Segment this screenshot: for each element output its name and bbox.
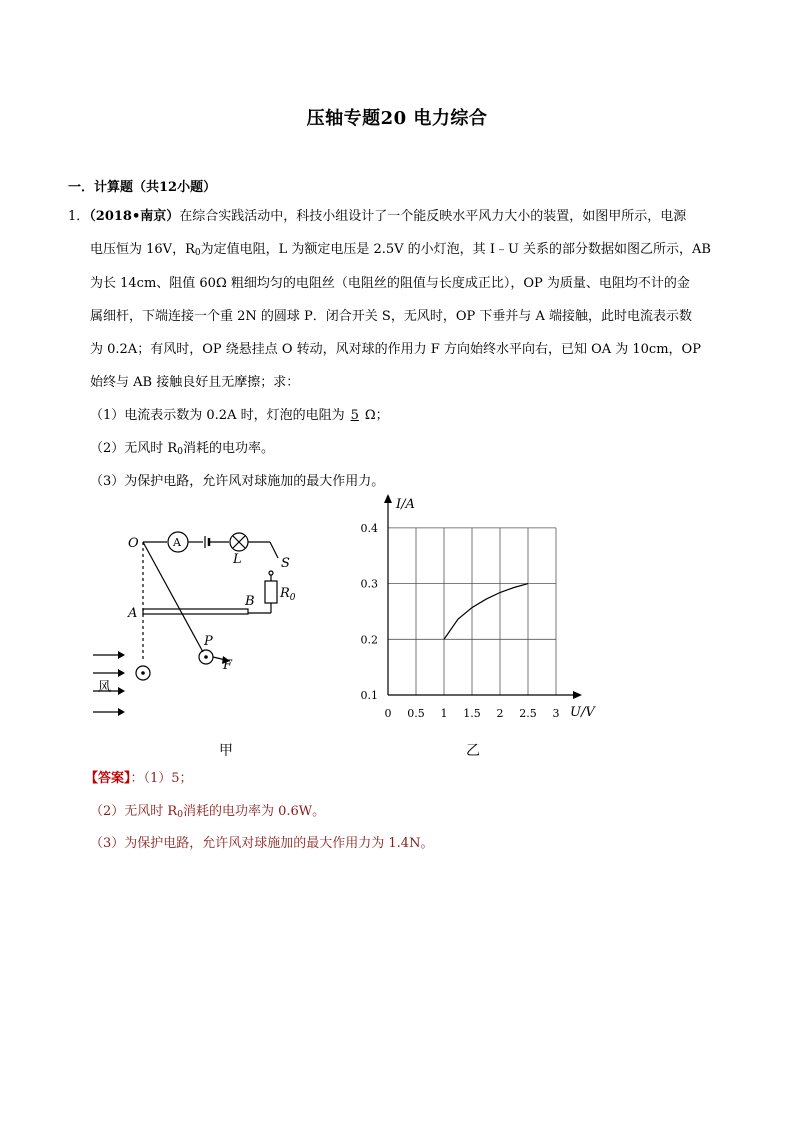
question-line-2: 电压恒为 16V，$R_0$为定值电阻，L 为额定电压是 2.5V 的小灯泡，其 I﹣U 关系的部分数据如图乙所示，AB: [90, 242, 711, 258]
x-tick-label: 2: [496, 707, 504, 720]
switch-lever: [270, 542, 278, 558]
y-axis-arrow: [384, 494, 392, 503]
figure-b-caption: 乙: [466, 743, 480, 759]
figure-a-caption: 甲: [219, 743, 233, 759]
sub-question-3: （3）为保护电路，允许风对球施加的最大作用力。: [90, 474, 385, 489]
circuit-diagram: [85, 525, 315, 725]
label-a: A: [128, 606, 138, 621]
rod-op: [143, 542, 203, 652]
label-o: O: [128, 536, 139, 551]
y-tick-label: 0.2: [360, 633, 378, 647]
iu-curve: [444, 584, 528, 640]
x-tick-label: 1: [440, 707, 448, 720]
x-axis-arrow: [573, 691, 582, 699]
label-ammeter: A: [173, 536, 181, 549]
answer-line-2: （2）无风时 $R_0$消耗的电功率为 0.6W。: [90, 804, 326, 820]
question-line-4: 属细杆，下端连接一个重 2N 的圆球 P．闭合开关 S，无风时，OP 下垂并与 A 端接触，此时电流表示数: [90, 309, 693, 324]
answer-line-1: 【答案】：（1）5；: [85, 771, 193, 786]
label-p: P: [204, 634, 213, 649]
question-number: 1．: [68, 209, 90, 224]
x-tick-label: 0: [384, 707, 392, 720]
question-source: （2018•南京）: [89, 209, 180, 224]
resistor-r0: [265, 581, 277, 603]
x-tick-label: 2.5: [519, 707, 537, 720]
sub-question-1: （1）电流表示数为 0.2A 时，灯泡的电阻为 5 Ω；: [90, 408, 389, 423]
label-b: B: [245, 594, 255, 609]
y-tick-label: 0.1: [360, 689, 378, 702]
iu-chart: [350, 490, 600, 730]
resistance-wire-ab: [143, 609, 248, 614]
chart-grid: [388, 528, 556, 695]
question-line-5: 为 0.2A；有风时，OP 绕悬挂点 O 转动，风对球的作用力 F 方向始终水平向右，已知 OA 为 10cm，OP: [90, 342, 701, 357]
question-text-1: 在综合实践活动中，科技小组设计了一个能反映水平风力大小的装置，如图甲所示，电源: [179, 209, 687, 224]
label-l: L: [233, 552, 242, 567]
page-title: 压轴专题20 电力综合: [306, 108, 488, 129]
section-heading: 一．计算题（共12小题）: [68, 180, 217, 195]
x-tick-label: 0.5: [407, 707, 425, 720]
question-line-3: 为长 14cm、阻值 60Ω 粗细均匀的电阻丝（电阻丝的阻值与长度成正比），OP 为质量、电阻均不计的金: [90, 276, 690, 291]
label-f: F: [223, 658, 233, 673]
y-tick-label: 0.4: [360, 521, 378, 535]
question-line-1: [68, 209, 686, 225]
answer-line-3: （3）为保护电路，允许风对球施加的最大作用力为 1.4N。: [90, 836, 434, 851]
label-r0: $R_0$: [280, 586, 296, 603]
sub-question-2: （2）无风时 $R_0$消耗的电功率。: [90, 441, 274, 457]
question-line-6: 始终与 AB 接触良好且无摩擦；求：: [90, 375, 300, 390]
label-s: S: [281, 556, 290, 571]
x-tick-label: 1.5: [463, 707, 481, 720]
x-axis-label: U/V: [570, 705, 595, 720]
y-tick-label: 0.3: [360, 577, 378, 591]
answer-blank: 5: [350, 408, 359, 423]
x-tick-label: 3: [552, 707, 560, 720]
answer-tag: 【答案】: [85, 771, 131, 786]
switch-contact: [269, 571, 273, 575]
y-axis-label: I/A: [396, 497, 415, 512]
label-wind: 风: [98, 680, 112, 695]
